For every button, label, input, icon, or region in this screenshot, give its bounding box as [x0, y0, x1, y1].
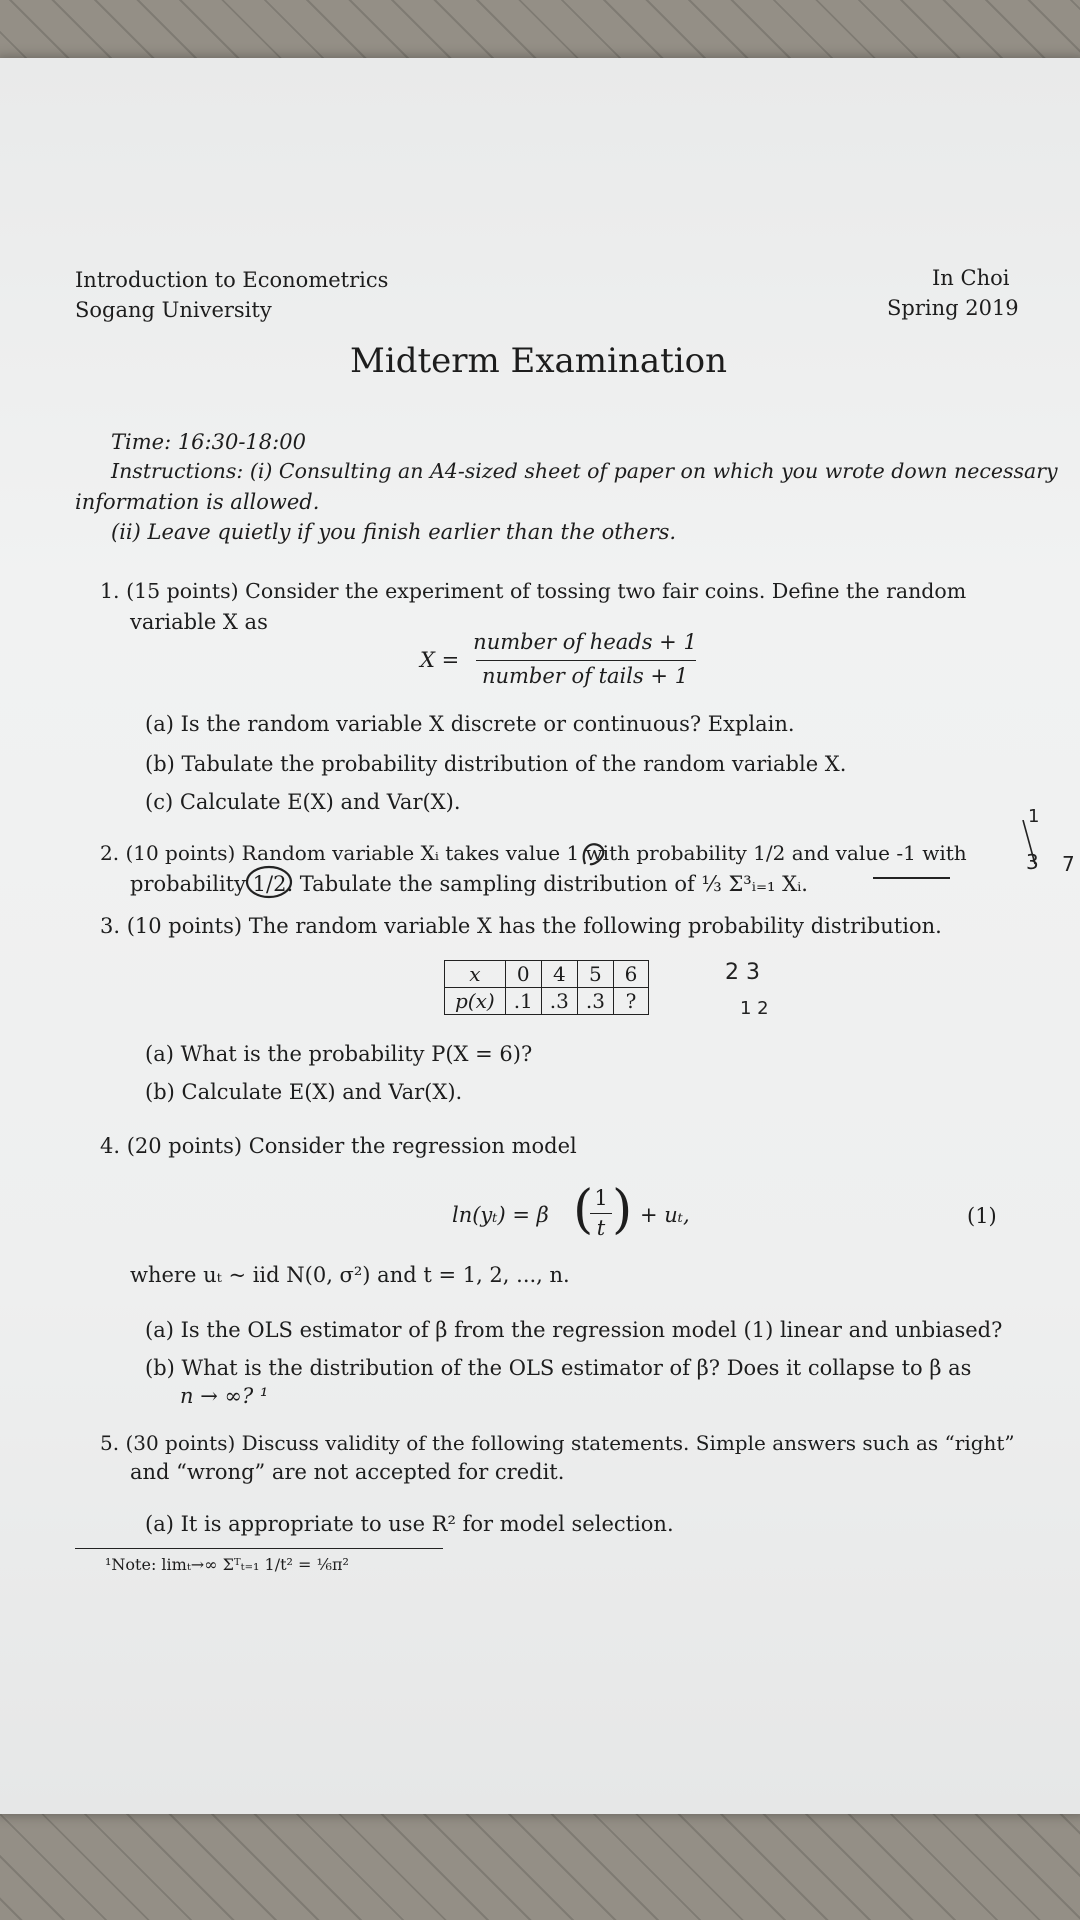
q5-intro-b: and “wrong” are not accepted for credit. [130, 1460, 565, 1484]
table-p-label: p(x) [445, 988, 506, 1015]
q1-part-b: (b) Tabulate the probability distribution of the random variable X. [145, 752, 847, 776]
q3-intro: 3. (10 points) The random variable X has the following probability distribution. [100, 914, 942, 938]
q5-intro: 5. (30 points) Discuss validity of the following statements. Simple answers such as “right” [100, 1431, 1015, 1455]
q4-frac-num: 1 [594, 1186, 608, 1210]
table-cell: .3 [541, 988, 577, 1015]
table-row [445, 961, 649, 988]
q4-eq-lhs: ln(yₜ) = β [452, 1203, 549, 1227]
table-handwritten-top: 2 3 [725, 960, 760, 985]
instructor-name: In Choi [932, 266, 1010, 290]
q1-numerator: number of heads + 1 [473, 630, 697, 654]
q1-intro: 1. (15 points) Consider the experiment of tossing two fair coins. Define the random [100, 579, 967, 603]
instructions-line-2: (ii) Leave quietly if you finish earlier than the others. [111, 520, 677, 544]
q4-intro: 4. (20 points) Consider the regression model [100, 1134, 577, 1158]
q4-left-paren: ( [573, 1180, 594, 1240]
table-cell: .1 [505, 988, 541, 1015]
q5-part-a: (a) It is appropriate to use R² for model selection. [145, 1512, 674, 1536]
q4-frac-bar [590, 1213, 612, 1214]
q4-frac-den: t [596, 1216, 606, 1240]
q1-part-c: (c) Calculate E(X) and Var(X). [145, 790, 461, 814]
q4-part-b-line-2: n → ∞? ¹ [180, 1384, 269, 1408]
table-cell: .3 [577, 988, 613, 1015]
q2-line-a: 2. (10 points) Random variable Xᵢ takes value 1 with probability 1/2 and value -1 with [100, 841, 967, 865]
page-title: Midterm Examination [350, 341, 727, 381]
course-name: Introduction to Econometrics [75, 268, 389, 292]
q3-distribution-table [444, 960, 649, 1015]
q1-eq-lhs: X = [420, 648, 460, 672]
table-cell: 4 [541, 961, 577, 988]
q4-eq-rhs: + uₜ, [640, 1203, 690, 1227]
instructions-line-1: Instructions: (i) Consulting an A4-sized sheet of paper on which you wrote down necessary [111, 459, 1058, 483]
instructions-line-1b: information is allowed. [75, 490, 320, 514]
q4-right-paren: ) [612, 1180, 633, 1240]
table-handwritten-bottom: 1 2 [740, 998, 769, 1019]
q2-handwritten-extra: 7 [1062, 852, 1075, 876]
footnote: ¹Note: limₜ→∞ Σᵀₜ₌₁ 1/t² = ⅙π² [105, 1555, 349, 1574]
exam-term: Spring 2019 [887, 296, 1019, 320]
q4-eq-number: (1) [967, 1204, 997, 1228]
q3-part-b: (b) Calculate E(X) and Var(X). [145, 1080, 463, 1104]
exam-time: Time: 16:30-18:00 [111, 430, 306, 454]
table-cell: 5 [577, 961, 613, 988]
q2-line-b: probability 1/2. Tabulate the sampling distribution of ⅓ Σ³ᵢ₌₁ Xᵢ. [130, 872, 808, 896]
table-cell: 6 [613, 961, 648, 988]
table-cell: 0 [505, 961, 541, 988]
q1-denominator: number of tails + 1 [481, 664, 689, 688]
table-row [445, 988, 649, 1015]
q4-part-a: (a) Is the OLS estimator of β from the regression model (1) linear and unbiased? [145, 1318, 1003, 1342]
q3-part-a: (a) What is the probability P(X = 6)? [145, 1042, 533, 1066]
q2-handwritten-den: 3 [1026, 850, 1039, 874]
university-name: Sogang University [75, 298, 272, 322]
footnote-rule [75, 1548, 443, 1549]
q1-intro-b: variable X as [130, 610, 268, 634]
q1-part-a: (a) Is the random variable X discrete or continuous? Explain. [145, 712, 795, 736]
q4-part-b-line-1: (b) What is the distribution of the OLS estimator of β? Does it collapse to β as [145, 1356, 972, 1380]
q1-fraction-bar [476, 660, 696, 661]
q2-handwritten-marks [245, 820, 1080, 910]
table-x-label: x [445, 961, 506, 988]
q2-handwritten-num: 1 [1028, 806, 1040, 827]
table-cell: ? [613, 988, 648, 1015]
q4-where: where uₜ ~ iid N(0, σ²) and t = 1, 2, ..., n. [130, 1263, 570, 1287]
